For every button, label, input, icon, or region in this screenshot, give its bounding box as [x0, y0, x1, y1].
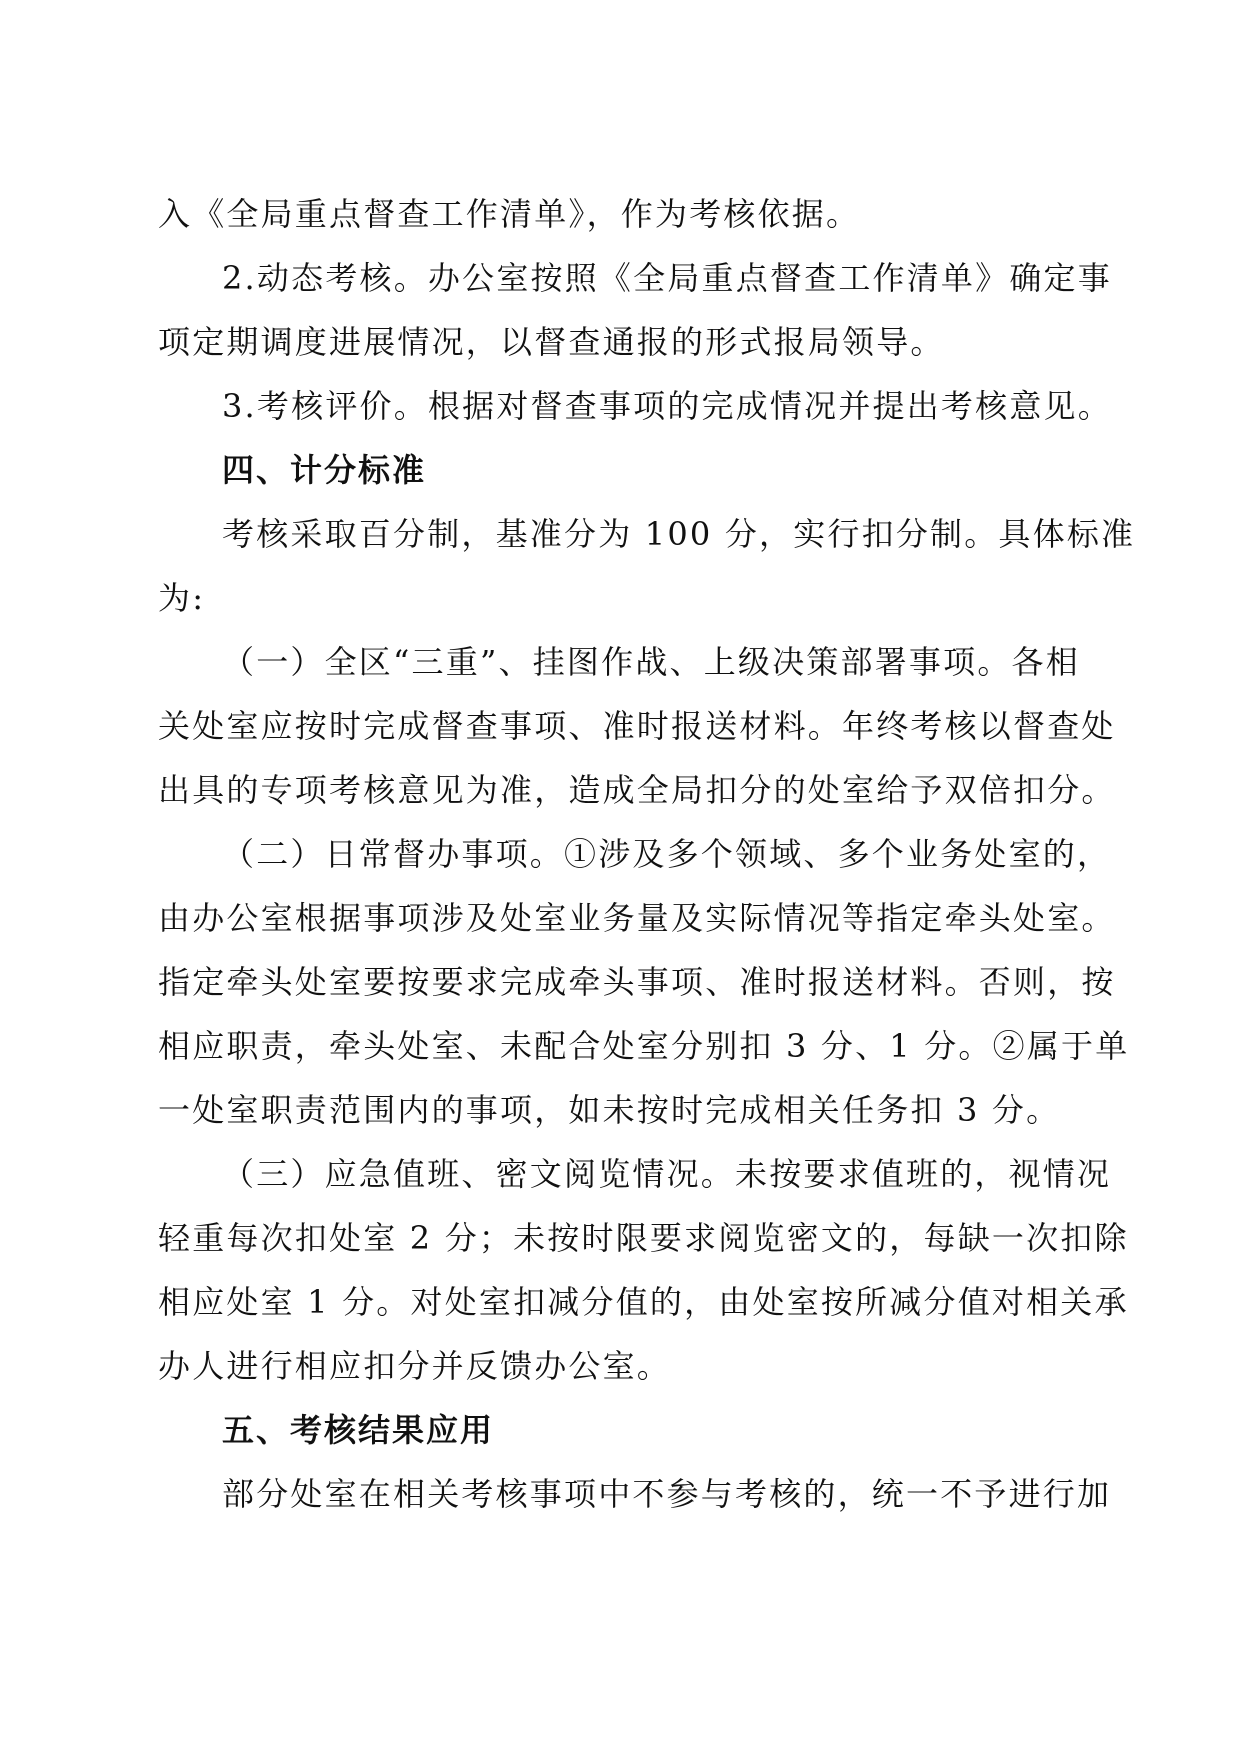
paragraph-line: 项定期调度进展情况，以督查通报的形式报局领导。	[158, 323, 945, 361]
paragraph-line-item-two: （二）日常督办事项。①涉及多个领域、多个业务处室的，	[222, 835, 1112, 873]
paragraph-line-assessment-evaluation: 3.考核评价。根据对督查事项的完成情况并提出考核意见。	[222, 387, 1112, 425]
paragraph-line: 一处室职责范围内的事项，如未按时完成相关任务扣 3 分。	[158, 1091, 1061, 1129]
paragraph-line-continuation: 入《全局重点督查工作清单》，作为考核依据。	[158, 195, 861, 233]
paragraph-line-dynamic-assessment: 2.动态考核。办公室按照《全局重点督查工作清单》确定事	[222, 259, 1112, 297]
section-heading-scoring-standard: 四、计分标准	[222, 451, 427, 489]
paragraph-line: 相应职责，牵头处室、未配合处室分别扣 3 分、1 分。②属于单	[158, 1027, 1130, 1065]
paragraph-line: 为:	[158, 579, 206, 617]
paragraph-line: 指定牵头处室要按要求完成牵头事项、准时报送材料。否则，按	[158, 963, 1116, 1001]
paragraph-line-result-application: 部分处室在相关考核事项中不参与考核的，统一不予进行加	[222, 1475, 1112, 1513]
paragraph-line: 由办公室根据事项涉及处室业务量及实际情况等指定牵头处室。	[158, 899, 1116, 937]
paragraph-line: 关处室应按时完成督查事项、准时报送材料。年终考核以督查处	[158, 707, 1116, 745]
paragraph-line-item-one: （一）全区“三重”、挂图作战、上级决策部署事项。各相	[222, 643, 1080, 681]
paragraph-line: 相应处室 1 分。对处室扣减分值的，由处室按所减分值对相关承	[158, 1283, 1129, 1321]
paragraph-line: 出具的专项考核意见为准，造成全局扣分的处室给予双倍扣分。	[158, 771, 1116, 809]
paragraph-line: 办人进行相应扣分并反馈办公室。	[158, 1347, 672, 1385]
paragraph-line-item-three: （三）应急值班、密文阅览情况。未按要求值班的，视情况	[222, 1155, 1112, 1193]
section-heading-result-application: 五、考核结果应用	[222, 1411, 495, 1449]
paragraph-line-scoring-system: 考核采取百分制，基准分为 100 分，实行扣分制。具体标准	[222, 515, 1136, 553]
paragraph-line: 轻重每次扣处室 2 分；未按时限要求阅览密文的，每缺一次扣除	[158, 1219, 1129, 1257]
